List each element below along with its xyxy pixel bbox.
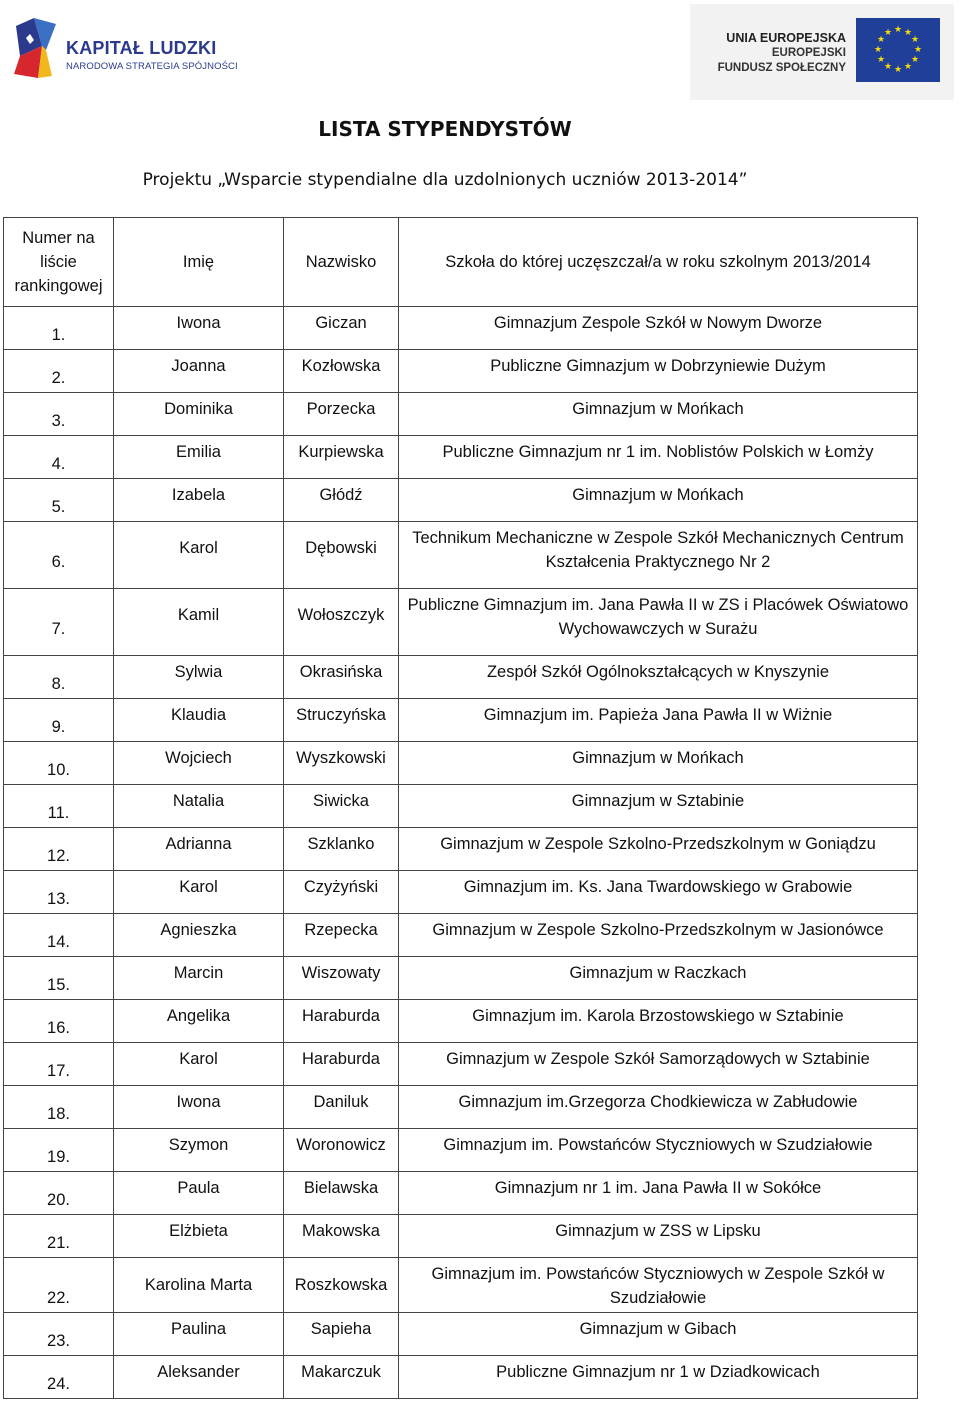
row-school: Gimnazjum im. Papieża Jana Pawła II w Wiżnie bbox=[399, 699, 918, 742]
row-last-name: Głódź bbox=[284, 479, 399, 522]
row-school: Gimnazjum im. Ks. Jana Twardowskiego w Grabowie bbox=[399, 871, 918, 914]
row-last-name: Bielawska bbox=[284, 1172, 399, 1215]
eu-logo bbox=[690, 4, 954, 100]
row-number: 7. bbox=[4, 589, 114, 656]
svg-text:★: ★ bbox=[913, 45, 923, 55]
row-first-name: Agnieszka bbox=[114, 914, 284, 957]
svg-text:★: ★ bbox=[876, 35, 886, 45]
row-first-name: Aleksander bbox=[114, 1356, 284, 1399]
row-school: Gimnazjum im. Powstańców Styczniowych w Szudziałowie bbox=[399, 1129, 918, 1172]
row-last-name: Roszkowska bbox=[284, 1258, 399, 1313]
row-number: 10. bbox=[4, 742, 114, 785]
row-last-name: Szklanko bbox=[284, 828, 399, 871]
row-last-name: Sapieha bbox=[284, 1313, 399, 1356]
row-school: Publiczne Gimnazjum nr 1 w Dziadkowicach bbox=[399, 1356, 918, 1399]
row-number: 2. bbox=[4, 350, 114, 393]
header-first-name: Imię bbox=[114, 218, 284, 307]
row-first-name: Marcin bbox=[114, 957, 284, 1000]
row-last-name: Kurpiewska bbox=[284, 436, 399, 479]
row-first-name: Paula bbox=[114, 1172, 284, 1215]
row-last-name: Okrasińska bbox=[284, 656, 399, 699]
row-school: Gimnazjum w Mońkach bbox=[399, 479, 918, 522]
table-row bbox=[4, 1356, 918, 1399]
row-number: 21. bbox=[4, 1215, 114, 1258]
row-school: Technikum Mechaniczne w Zespole Szkół Mechanicznych Centrum Kształcenia Praktycznego Nr 2 bbox=[399, 522, 918, 589]
row-number: 16. bbox=[4, 1000, 114, 1043]
table-row bbox=[4, 914, 918, 957]
row-first-name: Karol bbox=[114, 1043, 284, 1086]
row-first-name: Karol bbox=[114, 871, 284, 914]
row-first-name: Kamil bbox=[114, 589, 284, 656]
row-school: Gimnazjum w Zespole Szkół Samorządowych w Sztabinie bbox=[399, 1043, 918, 1086]
row-first-name: Izabela bbox=[114, 479, 284, 522]
row-first-name: Klaudia bbox=[114, 699, 284, 742]
row-school: Publiczne Gimnazjum nr 1 im. Noblistów Polskich w Łomży bbox=[399, 436, 918, 479]
row-number: 14. bbox=[4, 914, 114, 957]
kapital-ludzki-emblem-icon bbox=[12, 16, 60, 88]
row-last-name: Makarczuk bbox=[284, 1356, 399, 1399]
row-last-name: Struczyńska bbox=[284, 699, 399, 742]
row-first-name: Dominika bbox=[114, 393, 284, 436]
row-number: 6. bbox=[4, 522, 114, 589]
table-row bbox=[4, 350, 918, 393]
row-school: Gimnazjum nr 1 im. Jana Pawła II w Sokółce bbox=[399, 1172, 918, 1215]
table-row bbox=[4, 393, 918, 436]
table-row bbox=[4, 1000, 918, 1043]
row-school: Gimnazjum w Gibach bbox=[399, 1313, 918, 1356]
row-last-name: Haraburda bbox=[284, 1043, 399, 1086]
header-number: Numer na liście rankingowej bbox=[4, 218, 114, 307]
row-school: Gimnazjum w Zespole Szkolno-Przedszkolnym w Goniądzu bbox=[399, 828, 918, 871]
row-last-name: Rzepecka bbox=[284, 914, 399, 957]
row-school: Gimnazjum im. Karola Brzostowskiego w Sztabinie bbox=[399, 1000, 918, 1043]
row-first-name: Iwona bbox=[114, 307, 284, 350]
row-last-name: Wołoszczyk bbox=[284, 589, 399, 656]
table-row bbox=[4, 957, 918, 1000]
row-first-name: Karol bbox=[114, 522, 284, 589]
row-number: 8. bbox=[4, 656, 114, 699]
row-first-name: Adrianna bbox=[114, 828, 284, 871]
row-first-name: Angelika bbox=[114, 1000, 284, 1043]
row-first-name: Emilia bbox=[114, 436, 284, 479]
svg-text:★: ★ bbox=[883, 62, 893, 72]
row-last-name: Haraburda bbox=[284, 1000, 399, 1043]
row-school: Publiczne Gimnazjum im. Jana Pawła II w ZS i Placówek Oświatowo Wychowawczych w Surażu bbox=[399, 589, 918, 656]
row-last-name: Daniluk bbox=[284, 1086, 399, 1129]
row-school: Gimnazjum w Sztabinie bbox=[399, 785, 918, 828]
row-number: 17. bbox=[4, 1043, 114, 1086]
row-last-name: Siwicka bbox=[284, 785, 399, 828]
row-last-name: Woronowicz bbox=[284, 1129, 399, 1172]
svg-text:★: ★ bbox=[903, 62, 913, 72]
kl-logo-subtitle: NARODOWA STRATEGIA SPÓJNOŚCI bbox=[66, 61, 238, 72]
document-title: LISTA STYPENDYSTÓW bbox=[318, 117, 572, 141]
svg-text:★: ★ bbox=[893, 25, 903, 35]
table-row bbox=[4, 1215, 918, 1258]
table-header-row bbox=[4, 218, 918, 307]
row-number: 22. bbox=[4, 1258, 114, 1313]
row-number: 19. bbox=[4, 1129, 114, 1172]
table-row bbox=[4, 1313, 918, 1356]
row-first-name: Karolina Marta bbox=[114, 1258, 284, 1313]
row-first-name: Paulina bbox=[114, 1313, 284, 1356]
table-row bbox=[4, 522, 918, 589]
row-school: Gimnazjum w Mońkach bbox=[399, 742, 918, 785]
svg-text:★: ★ bbox=[876, 55, 886, 65]
row-number: 15. bbox=[4, 957, 114, 1000]
eu-flag-icon bbox=[856, 18, 940, 82]
svg-text:★: ★ bbox=[910, 35, 920, 45]
kl-logo-title: KAPITAŁ LUDZKI bbox=[66, 38, 217, 58]
row-number: 5. bbox=[4, 479, 114, 522]
table-row bbox=[4, 699, 918, 742]
table-row bbox=[4, 1086, 918, 1129]
kapital-ludzki-logo bbox=[12, 16, 242, 88]
row-school: Gimnazjum Zespole Szkół w Nowym Dworze bbox=[399, 307, 918, 350]
table-row bbox=[4, 436, 918, 479]
row-last-name: Wiszowaty bbox=[284, 957, 399, 1000]
row-school: Gimnazjum im. Powstańców Styczniowych w Zespole Szkół w Szudziałowie bbox=[399, 1258, 918, 1313]
table-row bbox=[4, 1043, 918, 1086]
row-last-name: Giczan bbox=[284, 307, 399, 350]
row-first-name: Iwona bbox=[114, 1086, 284, 1129]
table-row bbox=[4, 828, 918, 871]
table-row bbox=[4, 479, 918, 522]
row-number: 3. bbox=[4, 393, 114, 436]
row-first-name: Joanna bbox=[114, 350, 284, 393]
row-school: Publiczne Gimnazjum w Dobrzyniewie Dużym bbox=[399, 350, 918, 393]
row-number: 18. bbox=[4, 1086, 114, 1129]
svg-text:★: ★ bbox=[903, 28, 913, 38]
row-school: Gimnazjum w Zespole Szkolno-Przedszkolnym w Jasionówce bbox=[399, 914, 918, 957]
row-last-name: Porzecka bbox=[284, 393, 399, 436]
svg-text:★: ★ bbox=[873, 45, 883, 55]
svg-text:★: ★ bbox=[883, 28, 893, 38]
row-last-name: Kozłowska bbox=[284, 350, 399, 393]
row-number: 20. bbox=[4, 1172, 114, 1215]
table-row bbox=[4, 871, 918, 914]
table-row bbox=[4, 307, 918, 350]
scholarship-table bbox=[3, 217, 918, 1399]
row-number: 4. bbox=[4, 436, 114, 479]
row-last-name: Dębowski bbox=[284, 522, 399, 589]
row-number: 13. bbox=[4, 871, 114, 914]
row-last-name: Wyszkowski bbox=[284, 742, 399, 785]
table-row bbox=[4, 742, 918, 785]
row-first-name: Sylwia bbox=[114, 656, 284, 699]
table-row bbox=[4, 1129, 918, 1172]
row-school: Gimnazjum im.Grzegorza Chodkiewicza w Zabłudowie bbox=[399, 1086, 918, 1129]
row-last-name: Czyżyński bbox=[284, 871, 399, 914]
row-number: 24. bbox=[4, 1356, 114, 1399]
table-row bbox=[4, 785, 918, 828]
eu-logo-line1: UNIA EUROPEJSKA bbox=[726, 31, 846, 45]
row-school: Zespół Szkół Ogólnokształcących w Knyszynie bbox=[399, 656, 918, 699]
row-school: Gimnazjum w Mońkach bbox=[399, 393, 918, 436]
header-last-name: Nazwisko bbox=[284, 218, 399, 307]
table-row bbox=[4, 589, 918, 656]
document-subtitle: Projektu „Wsparcie stypendialne dla uzdolnionych uczniów 2013-2014” bbox=[142, 170, 748, 190]
header-school: Szkoła do której uczęszczał/a w roku szkolnym 2013/2014 bbox=[399, 218, 918, 307]
table-row bbox=[4, 656, 918, 699]
row-number: 12. bbox=[4, 828, 114, 871]
row-first-name: Wojciech bbox=[114, 742, 284, 785]
row-number: 9. bbox=[4, 699, 114, 742]
row-first-name: Szymon bbox=[114, 1129, 284, 1172]
row-last-name: Makowska bbox=[284, 1215, 399, 1258]
table-row bbox=[4, 1258, 918, 1313]
row-number: 11. bbox=[4, 785, 114, 828]
row-school: Gimnazjum w ZSS w Lipsku bbox=[399, 1215, 918, 1258]
row-number: 1. bbox=[4, 307, 114, 350]
row-first-name: Natalia bbox=[114, 785, 284, 828]
svg-text:★: ★ bbox=[893, 65, 903, 75]
eu-logo-line3: FUNDUSZ SPOŁECZNY bbox=[717, 62, 846, 74]
row-first-name: Elżbieta bbox=[114, 1215, 284, 1258]
row-number: 23. bbox=[4, 1313, 114, 1356]
row-school: Gimnazjum w Raczkach bbox=[399, 957, 918, 1000]
svg-text:★: ★ bbox=[910, 55, 920, 65]
table-row bbox=[4, 1172, 918, 1215]
eu-logo-line2: EUROPEJSKI bbox=[771, 47, 846, 59]
